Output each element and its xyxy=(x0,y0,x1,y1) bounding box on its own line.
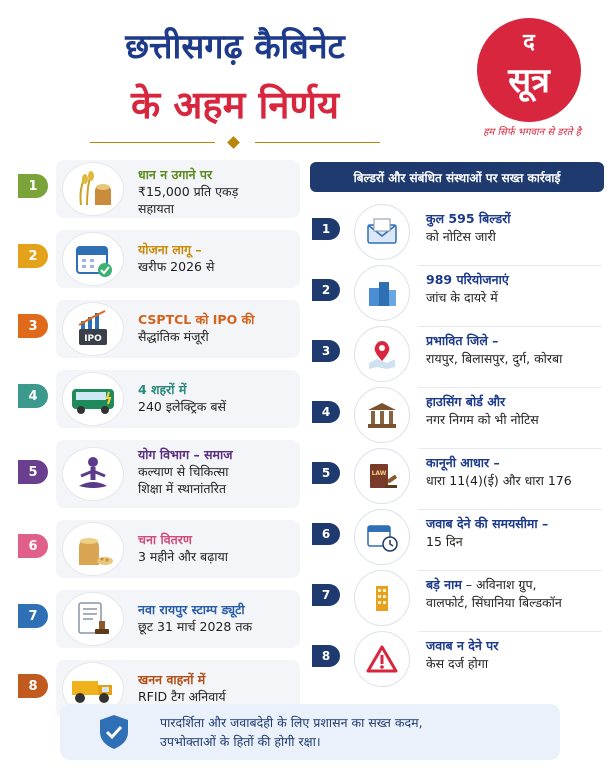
builders-action-panel xyxy=(310,160,604,671)
action-detail: नगर निगम को भी नोटिस xyxy=(426,412,539,427)
decision-text xyxy=(138,446,298,497)
panel-heading: बिल्डरों और संबंधित संस्थाओं पर सख्त कार्रवाई xyxy=(310,162,604,192)
decision-detail: कल्याण से चिकित्सा xyxy=(138,464,229,479)
number-badge: 1 xyxy=(312,218,340,240)
page-title-line1: छत्तीसगढ़ कैबिनेट xyxy=(125,27,345,67)
map-pin-icon xyxy=(354,326,410,382)
electric-bus-icon xyxy=(62,372,124,426)
decision-heading: योग विभाग – समाज xyxy=(138,447,233,462)
action-item-3 xyxy=(310,326,604,386)
law-book-gavel-icon xyxy=(354,448,410,504)
action-detail: को नोटिस जारी xyxy=(426,229,496,244)
shield-check-icon xyxy=(94,712,134,752)
decision-item-1 xyxy=(12,160,300,218)
decision-text xyxy=(138,601,298,635)
header xyxy=(0,0,616,150)
decision-item-2 xyxy=(12,230,300,288)
footer-banner xyxy=(60,704,560,760)
decision-detail: ₹15,000 प्रति एकड़ xyxy=(138,184,239,199)
action-text xyxy=(426,637,604,673)
decision-text xyxy=(138,381,298,415)
number-badge: 5 xyxy=(18,460,48,484)
decision-detail: RFID टैग अनिवार्य xyxy=(138,689,226,704)
svg-text:LAW: LAW xyxy=(371,470,387,477)
action-text xyxy=(426,454,604,490)
action-detail: धारा 11(4)(ई) और धारा 176 xyxy=(426,473,572,488)
action-text xyxy=(426,332,604,368)
tower-building-icon xyxy=(354,570,410,626)
number-badge: 5 xyxy=(312,462,340,484)
yoga-meditation-icon xyxy=(62,447,124,501)
number-badge: 1 xyxy=(18,174,48,198)
action-heading: 989 परियोजनाएं xyxy=(426,272,509,287)
action-item-5 xyxy=(310,448,604,508)
action-heading: हाउसिंग बोर्ड और xyxy=(426,394,506,409)
action-heading-bold: बड़े नाम xyxy=(426,577,462,592)
number-badge: 6 xyxy=(18,534,48,558)
decision-heading: 4 शहरों में xyxy=(138,382,187,397)
decision-item-6 xyxy=(12,520,300,578)
action-detail: केस दर्ज होगा xyxy=(426,656,489,671)
stamp-document-icon xyxy=(62,592,124,646)
number-badge: 3 xyxy=(18,314,48,338)
number-badge: 6 xyxy=(312,523,340,545)
svg-text:IPO: IPO xyxy=(84,334,102,344)
number-badge: 7 xyxy=(312,584,340,606)
number-badge: 8 xyxy=(312,645,340,667)
action-item-6 xyxy=(310,509,604,569)
decision-text xyxy=(138,531,298,565)
decision-heading: CSPTCL को IPO की xyxy=(138,312,255,327)
action-heading: जवाब न देने पर xyxy=(426,638,499,653)
number-badge: 7 xyxy=(18,604,48,628)
buildings-icon xyxy=(354,265,410,321)
notice-envelope-icon xyxy=(354,204,410,260)
warning-triangle-icon xyxy=(354,631,410,687)
number-badge: 3 xyxy=(312,340,340,362)
action-detail: जांच के दायरे में xyxy=(426,290,498,305)
action-item-4 xyxy=(310,387,604,447)
action-text xyxy=(426,393,604,429)
logo-tagline: हम सिर्फ भगवान से डरते है xyxy=(483,127,581,138)
footer-line-2: उपभोक्ताओं के हितों की होगी रक्षा। xyxy=(160,734,321,749)
wheat-sack-icon xyxy=(62,162,124,216)
footer-text xyxy=(160,713,550,751)
action-text xyxy=(426,271,604,307)
number-badge: 2 xyxy=(312,279,340,301)
action-text xyxy=(426,210,604,246)
page-title-line2: के अहम निर्णय xyxy=(130,83,340,127)
decision-detail: 240 इलेक्ट्रिक बसें xyxy=(138,399,226,414)
action-item-1 xyxy=(310,204,604,264)
footer-line-1: पारदर्शिता और जवाबदेही के लिए प्रशासन का सख्त कदम, xyxy=(160,715,423,730)
chickpea-sack-icon xyxy=(62,522,124,576)
action-heading: प्रभावित जिले – xyxy=(426,333,499,348)
action-heading: जवाब देने की समयसीमा – xyxy=(426,516,549,531)
action-item-8 xyxy=(310,631,604,691)
decision-heading: चना वितरण xyxy=(138,532,192,547)
decision-text xyxy=(138,311,298,345)
decision-item-7 xyxy=(12,590,300,648)
decision-text xyxy=(138,671,298,705)
decision-item-5 xyxy=(12,440,300,508)
decision-item-3 xyxy=(12,300,300,358)
decision-detail: खरीफ 2026 से xyxy=(138,259,215,274)
ipo-growth-icon xyxy=(62,302,124,356)
number-badge: 2 xyxy=(18,244,48,268)
decision-detail: छूट 31 मार्च 2028 तक xyxy=(138,619,253,634)
government-building-icon xyxy=(354,387,410,443)
action-heading: कानूनी आधार – xyxy=(426,455,500,470)
logo-main-text: सूत्र xyxy=(508,61,550,101)
the-sutra-logo xyxy=(477,18,581,122)
action-heading xyxy=(426,576,604,594)
left-decisions-list xyxy=(12,160,300,704)
action-text xyxy=(426,576,604,612)
action-item-7 xyxy=(310,570,604,630)
number-badge: 4 xyxy=(312,401,340,423)
decision-text xyxy=(138,241,298,275)
action-item-2 xyxy=(310,265,604,325)
decision-detail: शिक्षा में स्थानांतरित xyxy=(138,481,226,496)
number-badge: 4 xyxy=(18,384,48,408)
action-detail: 15 दिन xyxy=(426,534,463,549)
decision-heading: नवा रायपुर स्टाम्प ड्यूटी xyxy=(138,602,245,617)
decision-detail: सैद्धांतिक मंजूरी xyxy=(138,329,209,344)
title-divider xyxy=(90,138,380,148)
logo-top-text: द xyxy=(523,30,535,55)
decision-heading: खनन वाहनों में xyxy=(138,672,206,687)
action-text xyxy=(426,515,604,551)
action-detail: वालफोर्ट, सिंघानिया बिल्डकॉन xyxy=(426,595,562,610)
calendar-clock-icon xyxy=(354,509,410,565)
action-heading: कुल 595 बिल्डरों xyxy=(426,211,511,226)
decision-item-4 xyxy=(12,370,300,428)
decision-detail: सहायता xyxy=(138,201,174,216)
decision-detail: 3 महीने और बढ़ाया xyxy=(138,549,228,564)
calendar-check-icon xyxy=(62,232,124,286)
decision-text xyxy=(138,166,298,217)
number-badge: 8 xyxy=(18,674,48,698)
decision-heading: धान न उगाने पर xyxy=(138,167,213,182)
action-heading-rest: – अविनाश ग्रुप, xyxy=(461,577,537,592)
action-detail: रायपुर, बिलासपुर, दुर्ग, कोरबा xyxy=(426,351,563,366)
decision-heading: योजना लागू – xyxy=(138,242,202,257)
